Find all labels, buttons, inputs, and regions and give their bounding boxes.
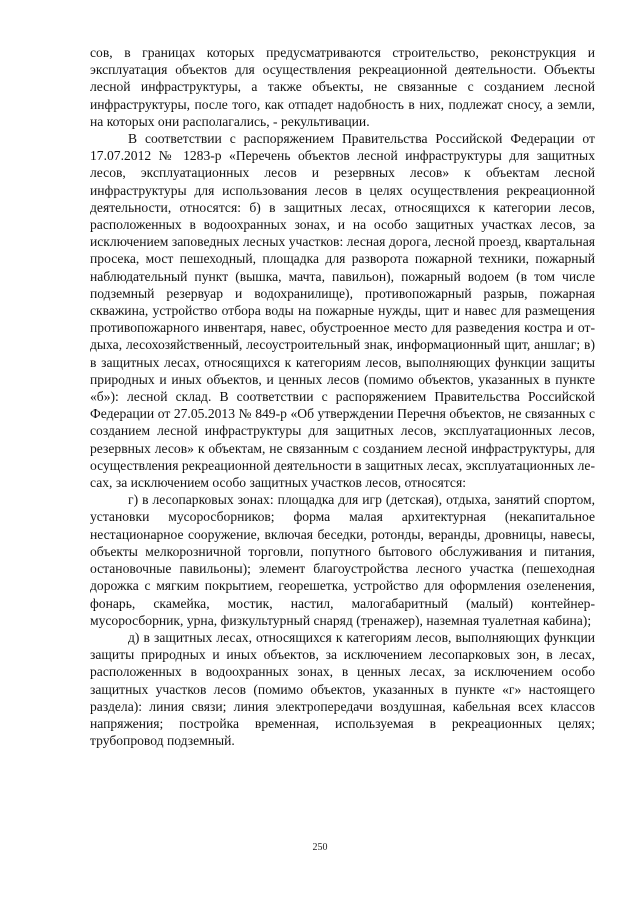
- page-number: 250: [312, 842, 328, 853]
- paragraph-protective-forests: д) в защитных лесах, относящихся к категориям лесов, выполняющих функции защиты природных и иных объектов, за исключением лесопарковых зон, в лесах, расположенных в водоохранных зонах, в ценных лесах, за исключением особо защитных участков лесов (помимо объектов, указанных в пункте «г» настоящего раздела): линия связи; линия электропередачи воздушная, кабельная всех классов напряжения; постройка временная, используемая в рекреационных целях; трубопровод подземный.: [90, 629, 595, 749]
- body-text: [90, 44, 595, 749]
- paragraph-forest-infrastructure: В соответствии с распоряжением Правительства Российской Федерации от 17.07.2012 № 1283-р «Перечень объектов лесной инфраструктуры для защитных лесов, эксплуатационных лесов и резервных лесов» к объектам лесной инфраструктуры для использования лесов в целях осуществления рекреационной деятельности, относятся: б) в защитных лесах, относящихся к категории лесов, расположенных в водоохранных зонах, и на особо защитных участках лесов, за исключением заповедных лесных участков: лесная дорога, лесной проезд, квартальная просека, мост пешеходный, площадка для разворота пожарной техники, пожарный наблюдательный пункт (вышка, мачта, павильон), пожарный водоем (в том числе подземный резервуар и водохранилище), противопожарный разрыв, пожарная скважина, устройство отбора воды на пожарные нужды, щит и навес для размещения противопожарного инвентаря, навес, обустроенное место для разведения костра и отдыха, лесохозяйственный, лесоустроительный знак, информационный щит, аншлаг; в) в защитных лесах, относящихся к категориям лесов, выполняющих функции защиты природных и иных объектов, и ценных лесов (помимо объектов, указанных в пункте «б»): лесной склад. В соответствии с распоряжением Правительства Российской Федерации от 27.05.2013 № 849-р «Об утверждении Перечня объектов, не связанных с созданием лесной инфраструктуры для защитных лесов, эксплуатационных лесов, резервных лесов» к объектам, не связанным с созданием лесной инфраструктуры, для осуществления рекреационной деятельности в защитных лесах, эксплуатационных лесах, за исключением особо защитных участков лесов, относятся:: [90, 131, 595, 491]
- paragraph-forest-park-zones: г) в лесопарковых зонах: площадка для игр (детская), отдыха, занятий спортом, установки мусоросборников; форма малая архитектурная (некапитальное нестационарное сооружение, включая беседки, ротонды, веранды, дровницы, навесы, объекты мелкорозничной торговли, попутного бытового обслуживания и питания, остановочные павильоны); элемент благоустройства лесного участка (пешеходная дорожка с мягким покрытием, георешетка, устройство для оформления озеленения, фонарь, скамейка, мостик, настил, малогабаритный (малый) контейнер-мусоросборник, урна, физкультурный снаряд (тренажер), наземная туалетная кабина);: [90, 492, 595, 628]
- paragraph-continuation: сов, в границах которых предусматриваются строительство, реконструкция и эксплуатация объектов для осуществления рекреационной деятельности. Объекты лесной инфраструктуры, а также объекты, не связанные с созданием лесной инфраструктуры, после того, как отпадет надобность в них, подлежат сносу, а земли, на которых они располагались, - рекультивации.: [90, 45, 595, 129]
